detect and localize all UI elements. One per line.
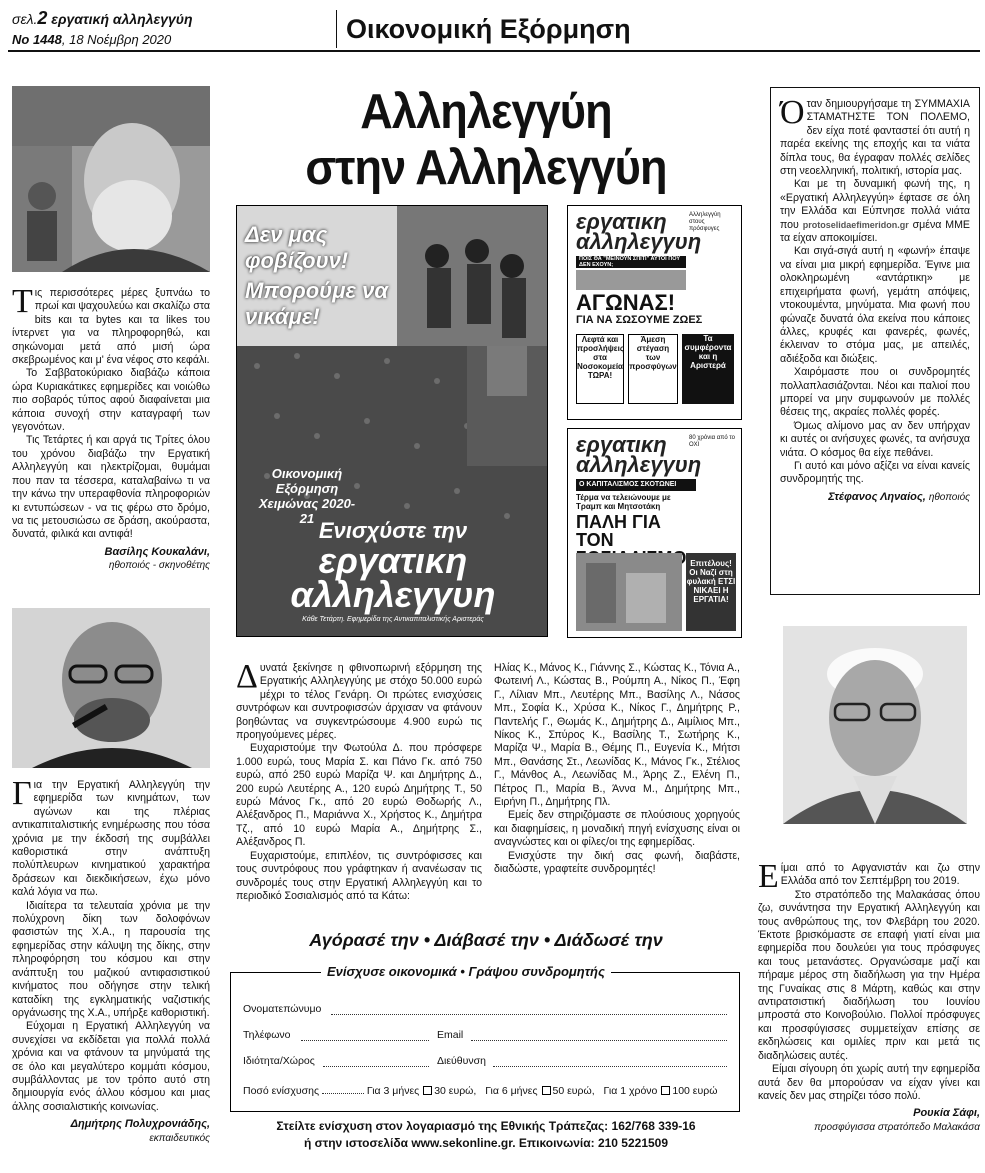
paragraph: Τις Τετάρτες ή και αργά τις Τρίτες όλου του χρόνου διαβάζω την Εργατική Αλληλεγγύη και ηλεκτρίζομαι, θυμάμαι που παν τα τέσσερα, καταλαβαίνω τι να την κάνω την υπεραφθονία πληροφοριών κι εντυπώσεων - να τις φέρω στο δρόμο, να τις μετουσιώσω σε δράση, ακούραστα, δυνατά, φιλικά και αντιφά!: [12, 434, 210, 541]
dropcap: Δ: [236, 658, 258, 695]
option-1-year-price: 100 ευρώ: [672, 1085, 718, 1097]
paragraph: Όμως αλίμονο μας αν δεν υπήρχαν κι αυτές οι ανήσυχες φωνές, τα ανήσυχα νιάτα. Ο κόσμος θα είχε πεθάνει.: [780, 419, 970, 459]
signature: Ρουκία Σάφι,: [913, 1107, 980, 1120]
article-polychroniadis: [12, 775, 210, 1145]
paragraph: Ευχαριστούμε την Φωτούλα Δ. που πρόσφερε 1.000 ευρώ, τους Μαρία Σ. και Πάνο Γκ. από 750 ευρώ, από 250 ευρώ Μαρίζα Ψ. και Δημήτρης Δ., 200 ευρώ Λευτέρης Α., 120 ευρώ Δημήτρης Τ., 50 ευρώ Μάνος Γκ., από 20 ευρώ Θοδωρής Λ., Αλέξανδρος Π., Μαριάννα Χ., Χρήστος Κ., Δημήτρα Τζ., από 10 ευρώ Μαρία Α., Δημήτρης Σ., Αλέξανδρος Π.: [236, 742, 482, 849]
amount-label: Ποσό ενίσχυσης: [243, 1085, 320, 1097]
section-title: Οικονομική Εξόρμηση: [346, 14, 631, 44]
subscription-form: [230, 964, 740, 1112]
signature-role: ηθοποιός: [928, 491, 970, 503]
issue-line: [12, 32, 171, 47]
main-headline: [256, 84, 716, 196]
front-subheadline: ΓΙΑ ΝΑ ΣΩΣΟΥΜΕ ΖΩΕΣ: [576, 314, 703, 326]
front-box-1: Λεφτά και προσλήψεις στα Νοσοκομεία ΤΩΡΑ!: [576, 334, 624, 404]
option-6-months-price: 50 ευρώ,: [552, 1085, 595, 1097]
dropcap: Ε: [758, 858, 779, 895]
phone-label: Τηλέφωνο: [243, 1029, 291, 1041]
front-photo-strip: [576, 270, 686, 290]
job-label: Ιδιότητα/Χώρος: [243, 1055, 315, 1067]
address-field[interactable]: [493, 1057, 727, 1067]
front-box-3: Τα συμφέροντα και η Αριστερά: [682, 334, 734, 404]
name-label: Ονοματεπώνυμο: [243, 1003, 322, 1015]
option-3-months-price: 30 ευρώ,: [434, 1085, 477, 1097]
paragraph: ταν δημιουργήσαμε τη ΣΥΜΜΑΧΙΑ ΣΤΑΜΑΤΗΣΤΕ ΤΟΝ ΠΟΛΕΜΟ, δεν είχα ποτέ φανταστεί ότι αυτή η παρέα εκείνης της εποχής και τα νιάτα δίπλα τους, θα έγραφαν πολλές σελίδες στη νεοελληνική, πολιτική, ιστορία μας.: [780, 98, 970, 178]
address-label: Διεύθυνση: [437, 1055, 486, 1067]
signature-role: προσφύγισσα στρατόπεδο Μαλακάσα: [814, 1121, 980, 1133]
headline-line-2: στην Αλληλεγγύη: [305, 141, 667, 195]
phone-field[interactable]: [301, 1031, 429, 1041]
poster-footer: Κάθε Τετάρτη. Εφημερίδα της Αντικαπιταλιστικής Αριστεράς: [302, 616, 484, 623]
signature-role: ηθοποιός - σκηνοθέτης: [108, 560, 210, 572]
header-divider: [336, 10, 337, 48]
watermark-text: protoselidaefimeridon.gr: [802, 219, 909, 230]
payment-info: [236, 1118, 736, 1152]
page-number: 2: [37, 8, 48, 28]
headline-line-1: Αλληλεγγύη: [360, 85, 612, 139]
amount-row: [243, 1085, 717, 1097]
portrait-image-2: [12, 608, 210, 768]
job-field[interactable]: [323, 1057, 429, 1067]
signature: Δημήτρης Πολυχρονιάδης,: [70, 1118, 210, 1131]
poster-support: Ενισχύστε την: [318, 518, 468, 543]
option-1-year-checkbox[interactable]: [661, 1086, 670, 1095]
paragraph: ίμαι από το Αφγανιστάν και ζω στην Ελλάδα από τον Σεπτέμβρη του 2019.: [780, 862, 980, 888]
paragraph: σμένα ΜΜΕ τα είχαν αποκοιμίσει.: [780, 218, 970, 245]
campaign-article-col-1: [236, 658, 482, 903]
buy-read-spread-line: Αγόρασέ την • Διάβασέ την • Διάδωσέ την: [309, 930, 663, 950]
paragraph: Στο στρατόπεδο της Μαλακάσας όπου ζω, συνάντησα την Εργατική Αλληλεγγύη και τους ανθρώπους της, τον Φλεβάρη του 2020. Έκτοτε βρισκόμαστε σε επαφή γιατί είναι μια εφημερίδα που δουλεύει για τους πρόσφυγες και τους μετανάστες. Οργανώσαμε μαζί και πήραμε μέρος στη διαδήλωση για την Ημέρα της Γυναίκας στις 8 Μάρτη, καθώς και στην αντιρατσιστική διαδήλωση του Ιουνίου μπροστά στο Κοινοβούλιο. Πολλοί πρόσφυγες και προσφύγισσες συμμετείχαν επίσης σε εκδηλώσεις και ομιλίες πριν και μετά τις διαδηλώσεις αυτές.: [758, 888, 980, 1062]
name-field[interactable]: [331, 1005, 727, 1015]
portrait-image-1: [12, 86, 210, 272]
signature: Στέφανος Ληναίος,: [828, 490, 926, 503]
option-6-months-label: Για 6 μήνες: [485, 1085, 538, 1097]
paragraph: Εύχομαι η Εργατική Αλληλεγγύη να συνεχίσει να εκδίδεται για πολλά πολλά χρόνια και να φτάνουν τα μηνύματά της σε όλο και μεγαλύτερο κομμάτι κόσμου, συμβάλλοντας με τον τρόπο αυτό στη δημιουργία ενός άλλου κόσμου και μιας άλλης σοσιαλιστικής κοινωνίας.: [12, 1020, 210, 1113]
option-3-months-checkbox[interactable]: [423, 1086, 432, 1095]
amount-field[interactable]: [322, 1093, 364, 1094]
front-page-2: [567, 428, 742, 638]
issue-date: , 18 Νοέμβρη 2020: [61, 32, 172, 47]
paragraph: Εμείς δεν στηριζόμαστε σε πλούσιους χορηγούς και διαφημίσεις, η μοναδική πηγή ενίσχυσης είναι οι αναγνώστες και οι φίλες/οι της εφημερίδας.: [494, 809, 740, 849]
campaign-poster: [236, 205, 548, 637]
paragraph: ια την Εργατική Αλληλεγγύη την εφημερίδα των κινημάτων, των αγώνων και της πλέριας αντικαπιταλιστικής ενημέρωσης που τόσα χρόνια με την έκδοσή της συμβάλλει καθοριστικά στην ανάπτυξη πολύπλευρων κινηματικού χαρακτήρα δράσεων και διεκδικήσεων, έχω μόνο καλά λόγια να πω.: [12, 779, 210, 899]
page-header: [8, 4, 980, 52]
paragraph: Ιδιαίτερα τα τελευταία χρόνια με την πολύχρονη δίκη των δολοφόνων φασιστών της Χ.Α., η παρουσία της εφημερίδας στην κάλυψη της δίκης, στην πληροφόρηση του κόσμου και στην ανάπτυξη του μαζικού αντιφασιστικού κινήματος που οδήγησε στην τελική καταδίκη της εγκληματικής ναζιστικής οργάνωσης της Χ.Α., υπήρξε καθοριστική.: [12, 899, 210, 1019]
front-masthead: εργατικη αλληλεγγυη: [576, 209, 702, 254]
front-side-teaser: 80 χρόνια από το ΟΧΙ: [689, 435, 735, 448]
poster-campaign: Οικονομική Εξόρμηση Χειμώνας 2020-21: [258, 466, 356, 526]
front-masthead: εργατικη αλληλεγγυη: [576, 432, 702, 477]
form-title: Ενίσχυσε οικονομικά • Γράψου συνδρομητής: [321, 964, 611, 979]
front-big-headline: ΠΑΛΗ ΓΙΑ ΤΟΝ: [576, 512, 661, 550]
article-safi: [758, 858, 980, 1134]
portrait-image-3: [783, 626, 967, 824]
website-contact-line: ή στην ιστοσελίδα www.sekonline.gr. Επικοινωνία: 210 5221509: [303, 1136, 669, 1150]
poster-slogan: [245, 222, 395, 330]
signature: Βασίλης Κουκαλάνι,: [104, 545, 210, 558]
photo-vasilis-koukalani: [12, 86, 210, 272]
paragraph: υνατά ξεκίνησε η φθινοπωρινή εξόρμηση της Εργατικής Αλληλεγγύης με στόχο 50.000 ευρώ μέχρι το τέλος Γενάρη. Οι πρώτες ενισχύσεις συντρόφων και συντροφισσών άρχισαν να φτάνουν βοηθώντας να συγκεντρώσουμε 4.900 ευρώ τις προηγούμενες μέρες.: [236, 662, 482, 742]
option-1-year-label: Για 1 χρόνο: [603, 1085, 658, 1097]
paragraph: Γι αυτό και μόνο αξίζει να είναι κανείς συνδρομητής της.: [780, 459, 970, 486]
signature-role: εκπαιδευτικός: [149, 1132, 210, 1144]
campaign-article-col-2: [494, 662, 740, 877]
option-3-months-label: Για 3 μήνες: [366, 1085, 420, 1097]
option-6-months-checkbox[interactable]: [542, 1086, 551, 1095]
front-box-2: Άμεση στέγαση των προσφύγων: [628, 334, 678, 404]
paragraph: ις περισσότερες μέρες ξυπνάω το πρωί και ψαχουλεύω και σκαλίζω στα bits και τα bytes και τα likes του ίντερνετ για να πληροφορηθώ, και σηκώνομαι μετά από μισή ώρα σκεβρωμένος και μ' ένα νέφος στο κεφάλι.: [12, 287, 210, 367]
paragraph: Και με τη δυναμική φωνή της, η «Εργατική Αλληλεγγύη» έφτασε σε όλη την Ελλάδα και Εύπνησε πολλά νιάτα που: [780, 178, 970, 231]
paragraph: Ευχαριστούμε, επιπλέον, τις συντρόφισσες και τους συντρόφους που γράφτηκαν ή ανανέωσαν τις συνδρομές τους στην Εργατική Αλληλεγγύη και το περιοδικό Σοσιαλισμός από τα Κάτω:: [236, 849, 482, 902]
issue-number: Νο 1448: [12, 32, 62, 47]
dropcap: Ό: [780, 94, 805, 131]
page-label: [12, 8, 193, 29]
paragraph: Ηλίας Κ., Μάνος Κ., Γιάννης Σ., Κώστας Κ., Τόνια Α., Φωτεινή Λ., Κώστας Β., Ρούμπη Α., Νίκος Π., Έφη Γ., Λίλιαν Μπ., Λευτέρης Μπ., Βασίλης Λ., Νάσος Μπ., Σοφία Κ., Χρύσα Κ., Νίκος Γ., Δημήτρης Ρ., Παντελής Γ., Θωμάς Κ., Δημήτρης Δ., Αιμίλιος Μπ., Νίκος Κ., Σπύρος Κ., Βασίλης Τ., Σωτήρης Κ., Μαρίζα Ψ., Μαρία Β., Θέμης Π., Ευγενία Κ., Μήτσι Μπ., Θανάσης Στ., Λεωνίδας Κ., Μάνος Γκ., Στέλιος Γ., Μάνθος Α., Λεωνίδας Μ., Άρης Ζ., Ελένη Π., Πέτρος Π., Μαρία Β., Άννα Μ., Δημήτρης Μπ., Ειρήνη Π., Δημήτρης Πλ.: [494, 662, 740, 809]
paragraph: Χαιρόμαστε που οι συνδρομητές πολλαπλασιάζονται. Νέοι και παλιοί που μπορεί να μην συμφωνούν με πολλές θέσεις της, ακραίες πολλές φορές.: [780, 366, 970, 419]
front-box: Επιτέλους! Οι Ναζί στη φυλακή ΕΤΣΙ ΝΙΚΑΕΙ Η ΕΡΓΑΤΙΑ!: [686, 553, 736, 631]
bank-account-line: Στείλτε ενίσχυση στον λογαριασμό της Εθνικής Τράπεζας: 162/768 339-16: [276, 1119, 696, 1133]
photo-dimitris-polychroniadis: [12, 608, 210, 768]
slogan-line-1: Δεν μας φοβίζουν!: [245, 222, 349, 273]
front-big-headline: ΑΓΩΝΑΣ!: [576, 290, 676, 315]
front-kicker: Τέρμα να τελειώνουμε με Τραμπ και Μητσοτάκη: [576, 493, 671, 511]
front-photo: [576, 553, 682, 631]
front-side-teaser: Αλληλεγγύη στους πρόσφυγες: [689, 212, 721, 232]
slogan-line-2: Μπορούμε να νικάμε!: [245, 278, 388, 329]
front-page-1: [567, 205, 742, 420]
photo-stefanos-lenaios: [783, 626, 967, 824]
front-topbar: ΠΟΙΣ ΘΑ "ΜΕΙΝΟΥΝ ΣΠΙΤΙ" ΑΥΤΟΙ ΠΟΥ ΔΕΝ ΕΧΟΥΝ;: [576, 256, 686, 268]
section-prefix: σελ.: [12, 11, 38, 27]
poster-masthead: εργατικη αλληλεγγυη: [290, 540, 496, 615]
dropcap: Τ: [12, 283, 33, 320]
email-label: Email: [437, 1029, 464, 1041]
article-lenaios: [780, 94, 970, 504]
front-topbar: Ο ΚΑΠΙΤΑΛΙΣΜΟΣ ΣΚΟΤΩΝΕΙ: [576, 479, 696, 491]
dropcap: Γ: [12, 775, 32, 812]
paragraph: Είμαι σίγουρη ότι χωρίς αυτή την εφημερίδα αυτά δεν θα μπορούσαν να είχαν γίνει και κανείς δεν μας στηρίζει τόσο πολύ.: [758, 1063, 980, 1102]
paragraph: Το Σαββατοκύριακο διαβάζω κάποια ώρα Κυριακάτικες εφημερίδες και νοιώθω πιο σοβαρός τύπος αφού διαφαίνεται μια κάποια συνοχή στην καταγραφή των γεγονότων.: [12, 367, 210, 434]
article-koukalani: [12, 283, 210, 573]
paragraph: Ενισχύστε την δική σας φωνή, διαβάστε, διαδώστε, γραφτείτε συνδρομητές!: [494, 849, 740, 876]
signature-line: [780, 491, 970, 504]
paragraph: Και σιγά-σιγά αυτή η «φωνή» έπαψε να είναι μια μικρή εφημερίδα. Έγινε μια ολοκληρωμένη «αντάρτικη» με επιχειρήματα φωνή, γεμάτη απόψεις, ντοκουμέντα, μηνύματα. Μια φωνή που φώναζε δυνατά όλα εκείνα που κάποιες άλλες, κρυφές και φανερές, φωνές, έκλειναν το στόμα μας, με απειλές, αδιέξοδα και διώξεις.: [780, 245, 970, 365]
paper-name: εργατική αλληλεγγύη: [51, 11, 193, 27]
email-field[interactable]: [471, 1031, 727, 1041]
